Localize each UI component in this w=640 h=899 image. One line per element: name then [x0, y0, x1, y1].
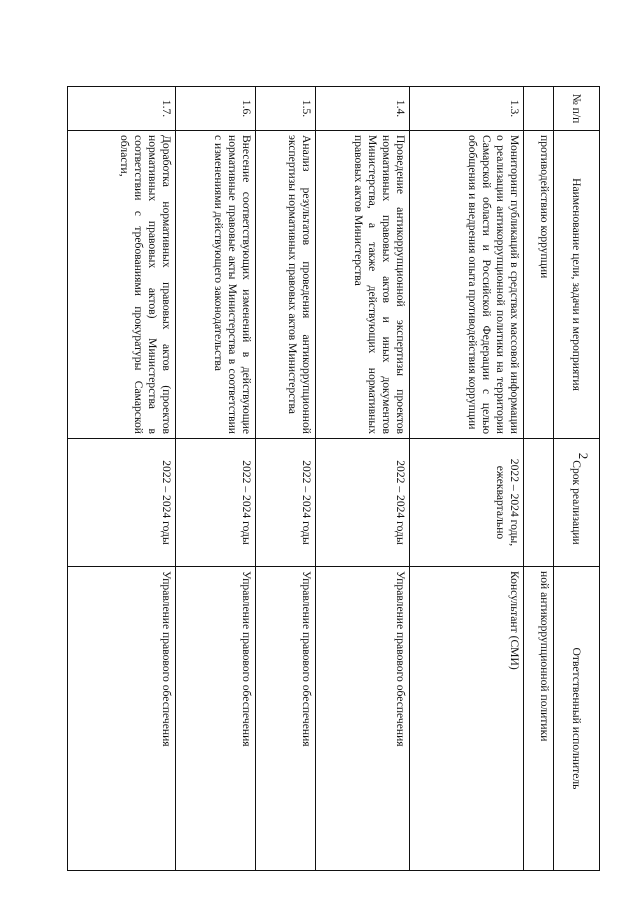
row-task: Проведение антикоррупционной экспертизы проектов нормативных правовых актов и иных документов Министерства, а также действующих нормативных правовых актов Министерства	[316, 131, 410, 439]
table-row	[316, 87, 410, 871]
row-task: Внесение соответствующих изменений в действующие нормативные правовые акты Министерства в соответствии с изменениями действующего законодательства	[176, 131, 256, 439]
table-row	[410, 87, 524, 871]
row-task: Анализ результатов проведения антикоррупционной экспертизы нормативных правовых актов Министерства	[256, 131, 316, 439]
page-number: 2	[576, 452, 591, 460]
row-responsible: Консультант (СМИ)	[410, 567, 524, 871]
row-term: 2022 – 2024 годы	[316, 439, 410, 567]
row-responsible: Управление правового обеспечения	[176, 567, 256, 871]
row-num: 1.3.	[410, 87, 524, 131]
row-term: 2022 – 2024 годы	[176, 439, 256, 567]
row-num: 1.4.	[316, 87, 410, 131]
header-num: № п/п	[554, 87, 600, 131]
table-row	[176, 87, 256, 871]
header-responsible: Ответственный исполнитель	[554, 567, 600, 871]
continuation-row	[524, 87, 554, 871]
row-term: 2022 – 2024 годы	[68, 439, 176, 567]
continuation-task: противодействию коррупции	[524, 131, 554, 439]
row-term: 2022 – 2024 годы, ежеквартально	[410, 439, 524, 567]
continuation-num	[524, 87, 554, 131]
row-num: 1.5.	[256, 87, 316, 131]
measures-table	[67, 86, 600, 871]
row-task: Мониторинг публикаций в средствах массовой информации о реализации антикоррупционной политики на территории Самарской области и Российской Федерации с целью обобщения и внедрения опыта противодействия коррупции	[410, 131, 524, 439]
row-num: 1.6.	[176, 87, 256, 131]
header-row	[554, 87, 600, 871]
table-row	[256, 87, 316, 871]
continuation-term	[524, 439, 554, 567]
header-term: Срок реализации	[554, 439, 600, 567]
row-responsible: Управление правового обеспечения	[256, 567, 316, 871]
row-responsible: Управление правового обеспечения	[68, 567, 176, 871]
rotated-page-content	[68, 86, 600, 870]
header-task: Наименование цели, задачи и мероприятия	[554, 131, 600, 439]
row-num: 1.7.	[68, 87, 176, 131]
row-responsible: Управление правового обеспечения	[316, 567, 410, 871]
continuation-responsible: ной антикоррупционной политики	[524, 567, 554, 871]
table-row	[68, 87, 176, 871]
row-task: Доработка нормативных правовых актов (проектов нормативных правовых актов) Министерства в соответствии с требованиями прокуратуры Самарской области,	[68, 131, 176, 439]
row-term: 2022 – 2024 годы	[256, 439, 316, 567]
